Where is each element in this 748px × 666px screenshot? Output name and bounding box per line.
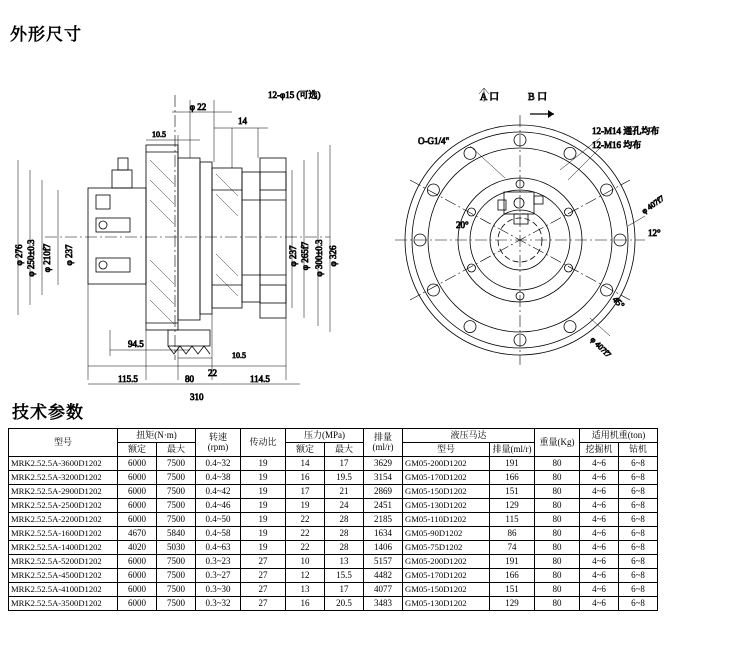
- th-displacement: 排量 (ml/r): [364, 429, 403, 457]
- cell-weight: 80: [535, 513, 580, 527]
- cell-torque-rated: 6000: [118, 513, 157, 527]
- cell-speed: 0.4~42: [196, 485, 241, 499]
- th-ratio: 传动比: [241, 429, 286, 457]
- cell-press-rated: 19: [286, 499, 325, 513]
- cell-torque-max: 7500: [157, 597, 196, 611]
- table-row: [9, 569, 658, 583]
- cell-machine-exc: 4~6: [580, 499, 619, 513]
- cell-press-max: 28: [325, 513, 364, 527]
- cell-torque-rated: 6000: [118, 569, 157, 583]
- cell-torque-rated: 6000: [118, 499, 157, 513]
- cell-displacement: 4482: [364, 569, 403, 583]
- cell-torque-max: 7500: [157, 457, 196, 471]
- table-body: [9, 457, 658, 611]
- table-row: [9, 457, 658, 471]
- cell-model: MRK2.52.5A-2900D1202: [9, 485, 118, 499]
- svg-text:O-G1/4": O-G1/4": [418, 136, 450, 146]
- cell-ratio: 19: [241, 485, 286, 499]
- cell-motor-disp: 191: [490, 457, 535, 471]
- cell-ratio: 19: [241, 499, 286, 513]
- cell-displacement: 2869: [364, 485, 403, 499]
- cell-model: MRK2.52.5A-3500D1202: [9, 597, 118, 611]
- cell-press-rated: 10: [286, 555, 325, 569]
- cell-motor-disp: 74: [490, 541, 535, 555]
- svg-text:A 口: A 口: [480, 92, 500, 103]
- cell-torque-rated: 6000: [118, 471, 157, 485]
- cell-weight: 80: [535, 471, 580, 485]
- cell-torque-max: 7500: [157, 499, 196, 513]
- technical-drawing: [0, 40, 748, 402]
- svg-text:φ 326: φ 326: [328, 245, 338, 267]
- cell-model: MRK2.52.5A-2500D1202: [9, 499, 118, 513]
- cell-motor-model: GM05-170D1202: [403, 569, 490, 583]
- cell-weight: 80: [535, 499, 580, 513]
- th-motor-model: 型号: [403, 443, 490, 457]
- cell-machine-drill: 6~8: [619, 485, 658, 499]
- cell-model: MRK2.52.5A-3600D1202: [9, 457, 118, 471]
- cell-torque-max: 7500: [157, 569, 196, 583]
- section-title-dimensions: 外形尺寸: [10, 25, 82, 44]
- cell-model: MRK2.52.5A-1400D1202: [9, 541, 118, 555]
- cell-motor-model: GM05-75D1202: [403, 541, 490, 555]
- svg-text:φ 276: φ 276: [14, 244, 24, 266]
- cell-press-rated: 13: [286, 583, 325, 597]
- table-row: [9, 541, 658, 555]
- cell-ratio: 27: [241, 583, 286, 597]
- svg-text:115.5: 115.5: [118, 374, 138, 384]
- svg-text:φ 237: φ 237: [64, 244, 74, 266]
- th-model: 型号: [9, 429, 118, 457]
- cell-motor-disp: 151: [490, 485, 535, 499]
- cell-press-max: 21: [325, 485, 364, 499]
- svg-text:114.5: 114.5: [250, 374, 270, 384]
- cell-motor-disp: 151: [490, 583, 535, 597]
- cell-displacement: 2451: [364, 499, 403, 513]
- cell-ratio: 19: [241, 527, 286, 541]
- svg-text:φ 250±0.3: φ 250±0.3: [26, 239, 36, 277]
- cell-machine-exc: 4~6: [580, 513, 619, 527]
- cell-motor-disp: 115: [490, 513, 535, 527]
- cell-speed: 0.4~63: [196, 541, 241, 555]
- svg-text:20°: 20°: [456, 220, 469, 230]
- th-machine: 适用机重(ton): [580, 429, 658, 443]
- cell-torque-rated: 6000: [118, 457, 157, 471]
- cell-displacement: 5157: [364, 555, 403, 569]
- cell-speed: 0.4~32: [196, 457, 241, 471]
- cell-machine-exc: 4~6: [580, 569, 619, 583]
- cell-motor-model: GM05-130D1202: [403, 499, 490, 513]
- cell-press-rated: 17: [286, 485, 325, 499]
- svg-text:80: 80: [185, 374, 194, 384]
- cell-machine-exc: 4~6: [580, 555, 619, 569]
- th-pressure: 压力(MPa): [286, 429, 364, 443]
- cell-machine-exc: 4~6: [580, 471, 619, 485]
- spec-table: [8, 428, 658, 611]
- table-row: [9, 597, 658, 611]
- cell-torque-max: 7500: [157, 485, 196, 499]
- th-torque-rated: 额定: [118, 443, 157, 457]
- cell-speed: 0.4~38: [196, 471, 241, 485]
- cell-ratio: 27: [241, 569, 286, 583]
- cell-ratio: 19: [241, 513, 286, 527]
- cell-machine-drill: 6~8: [619, 541, 658, 555]
- svg-text:φ 300±0.3: φ 300±0.3: [314, 239, 324, 277]
- cell-model: MRK2.52.5A-1600D1202: [9, 527, 118, 541]
- cell-speed: 0.3~27: [196, 569, 241, 583]
- section-title-specs: 技术参数: [12, 403, 84, 422]
- cell-press-rated: 22: [286, 527, 325, 541]
- table-row: [9, 485, 658, 499]
- cell-motor-disp: 191: [490, 555, 535, 569]
- svg-text:φ 210f7: φ 210f7: [42, 243, 52, 273]
- cell-press-rated: 22: [286, 541, 325, 555]
- th-press-rated: 额定: [286, 443, 325, 457]
- cell-motor-model: GM05-200D1202: [403, 555, 490, 569]
- svg-text:φ 22: φ 22: [189, 102, 207, 112]
- cell-torque-rated: 6000: [118, 485, 157, 499]
- cell-press-max: 24: [325, 499, 364, 513]
- cell-displacement: 2185: [364, 513, 403, 527]
- svg-text:10.5: 10.5: [152, 130, 166, 139]
- table-header-top: [9, 429, 658, 443]
- cell-displacement: 1406: [364, 541, 403, 555]
- cell-press-rated: 16: [286, 471, 325, 485]
- svg-text:B 口: B 口: [528, 92, 548, 103]
- th-speed: 转速 (rpm): [196, 429, 241, 457]
- cell-speed: 0.4~50: [196, 513, 241, 527]
- svg-text:12-φ15 (可选): 12-φ15 (可选): [268, 90, 321, 100]
- cell-press-rated: 14: [286, 457, 325, 471]
- cell-motor-disp: 129: [490, 499, 535, 513]
- cell-motor-model: GM05-90D1202: [403, 527, 490, 541]
- cell-displacement: 3154: [364, 471, 403, 485]
- cell-weight: 80: [535, 527, 580, 541]
- svg-text:φ 407f7: φ 407f7: [639, 193, 666, 216]
- cell-press-max: 20.5: [325, 597, 364, 611]
- cell-machine-drill: 6~8: [619, 555, 658, 569]
- cell-machine-drill: 6~8: [619, 569, 658, 583]
- cell-press-max: 17: [325, 457, 364, 471]
- cell-machine-exc: 4~6: [580, 583, 619, 597]
- th-motor: 液压马达: [403, 429, 535, 443]
- cell-motor-disp: 86: [490, 527, 535, 541]
- cell-displacement: 3629: [364, 457, 403, 471]
- cell-ratio: 27: [241, 555, 286, 569]
- cell-motor-model: GM05-200D1202: [403, 457, 490, 471]
- svg-text:φ 407f7: φ 407f7: [588, 335, 613, 360]
- cell-machine-exc: 4~6: [580, 527, 619, 541]
- cell-machine-drill: 6~8: [619, 457, 658, 471]
- cell-torque-rated: 4020: [118, 541, 157, 555]
- cell-model: MRK2.52.5A-2200D1202: [9, 513, 118, 527]
- cell-machine-drill: 6~8: [619, 471, 658, 485]
- th-torque-max: 最大: [157, 443, 196, 457]
- table-row: [9, 471, 658, 485]
- cell-motor-model: GM05-150D1202: [403, 583, 490, 597]
- cell-speed: 0.3~23: [196, 555, 241, 569]
- cell-speed: 0.4~58: [196, 527, 241, 541]
- cell-torque-max: 7500: [157, 583, 196, 597]
- cell-machine-exc: 4~6: [580, 457, 619, 471]
- svg-text:310: 310: [190, 392, 204, 402]
- cell-weight: 80: [535, 541, 580, 555]
- svg-text:94.5: 94.5: [128, 339, 144, 349]
- table-row: [9, 499, 658, 513]
- cell-torque-rated: 6000: [118, 597, 157, 611]
- cell-machine-exc: 4~6: [580, 597, 619, 611]
- cell-press-max: 28: [325, 541, 364, 555]
- cell-press-max: 28: [325, 527, 364, 541]
- cell-torque-rated: 4670: [118, 527, 157, 541]
- svg-text:45°: 45°: [610, 294, 627, 311]
- svg-text:10.5: 10.5: [232, 351, 246, 360]
- cell-torque-max: 5840: [157, 527, 196, 541]
- svg-text:22: 22: [208, 368, 217, 378]
- svg-text:φ 237: φ 237: [288, 245, 298, 267]
- cell-motor-disp: 166: [490, 569, 535, 583]
- th-press-max: 最大: [325, 443, 364, 457]
- cell-speed: 0.3~32: [196, 597, 241, 611]
- cell-torque-rated: 6000: [118, 555, 157, 569]
- th-machine-drill: 钻机: [619, 443, 658, 457]
- cell-speed: 0.4~46: [196, 499, 241, 513]
- cell-motor-model: GM05-150D1202: [403, 485, 490, 499]
- cell-torque-max: 5030: [157, 541, 196, 555]
- cell-ratio: 19: [241, 457, 286, 471]
- th-machine-exc: 挖掘机: [580, 443, 619, 457]
- svg-text:12°: 12°: [648, 228, 661, 238]
- table-row: [9, 513, 658, 527]
- cell-machine-drill: 6~8: [619, 597, 658, 611]
- cell-press-max: 13: [325, 555, 364, 569]
- svg-text:14: 14: [238, 116, 247, 126]
- cell-machine-drill: 6~8: [619, 513, 658, 527]
- th-motor-disp: 排量(ml/r): [490, 443, 535, 457]
- cell-ratio: 27: [241, 597, 286, 611]
- cell-ratio: 19: [241, 541, 286, 555]
- cell-weight: 80: [535, 569, 580, 583]
- cell-torque-max: 7500: [157, 555, 196, 569]
- cell-speed: 0.3~30: [196, 583, 241, 597]
- table-row: [9, 555, 658, 569]
- cell-model: MRK2.52.5A-5200D1202: [9, 555, 118, 569]
- cell-weight: 80: [535, 485, 580, 499]
- svg-text:φ 265f7: φ 265f7: [300, 241, 310, 271]
- cell-motor-model: GM05-170D1202: [403, 471, 490, 485]
- cell-displacement: 3483: [364, 597, 403, 611]
- cell-machine-drill: 6~8: [619, 527, 658, 541]
- cell-motor-disp: 166: [490, 471, 535, 485]
- table-row: [9, 527, 658, 541]
- cell-machine-exc: 4~6: [580, 485, 619, 499]
- cell-torque-max: 7500: [157, 471, 196, 485]
- cell-model: MRK2.52.5A-3200D1202: [9, 471, 118, 485]
- cell-model: MRK2.52.5A-4100D1202: [9, 583, 118, 597]
- cell-motor-model: GM05-110D1202: [403, 513, 490, 527]
- cell-press-max: 17: [325, 583, 364, 597]
- cell-torque-max: 7500: [157, 513, 196, 527]
- cell-weight: 80: [535, 457, 580, 471]
- cell-machine-drill: 6~8: [619, 583, 658, 597]
- table-row: [9, 583, 658, 597]
- th-weight: 重量(Kg): [535, 429, 580, 457]
- cell-machine-exc: 4~6: [580, 541, 619, 555]
- cell-press-max: 15.5: [325, 569, 364, 583]
- cell-press-rated: 12: [286, 569, 325, 583]
- cell-weight: 80: [535, 555, 580, 569]
- cell-ratio: 19: [241, 471, 286, 485]
- th-torque: 扭矩(N·m): [118, 429, 196, 443]
- cell-motor-model: GM05-130D1202: [403, 597, 490, 611]
- cell-motor-disp: 129: [490, 597, 535, 611]
- svg-text:12-M14 通孔均布: 12-M14 通孔均布: [592, 126, 660, 136]
- cell-weight: 80: [535, 583, 580, 597]
- cell-machine-drill: 6~8: [619, 499, 658, 513]
- svg-text:12-M16 均布: 12-M16 均布: [592, 140, 642, 150]
- cell-displacement: 1634: [364, 527, 403, 541]
- cell-press-rated: 22: [286, 513, 325, 527]
- cell-weight: 80: [535, 597, 580, 611]
- cell-torque-rated: 6000: [118, 583, 157, 597]
- cell-press-max: 19.5: [325, 471, 364, 485]
- cell-press-rated: 16: [286, 597, 325, 611]
- cell-displacement: 4077: [364, 583, 403, 597]
- cell-model: MRK2.52.5A-4500D1202: [9, 569, 118, 583]
